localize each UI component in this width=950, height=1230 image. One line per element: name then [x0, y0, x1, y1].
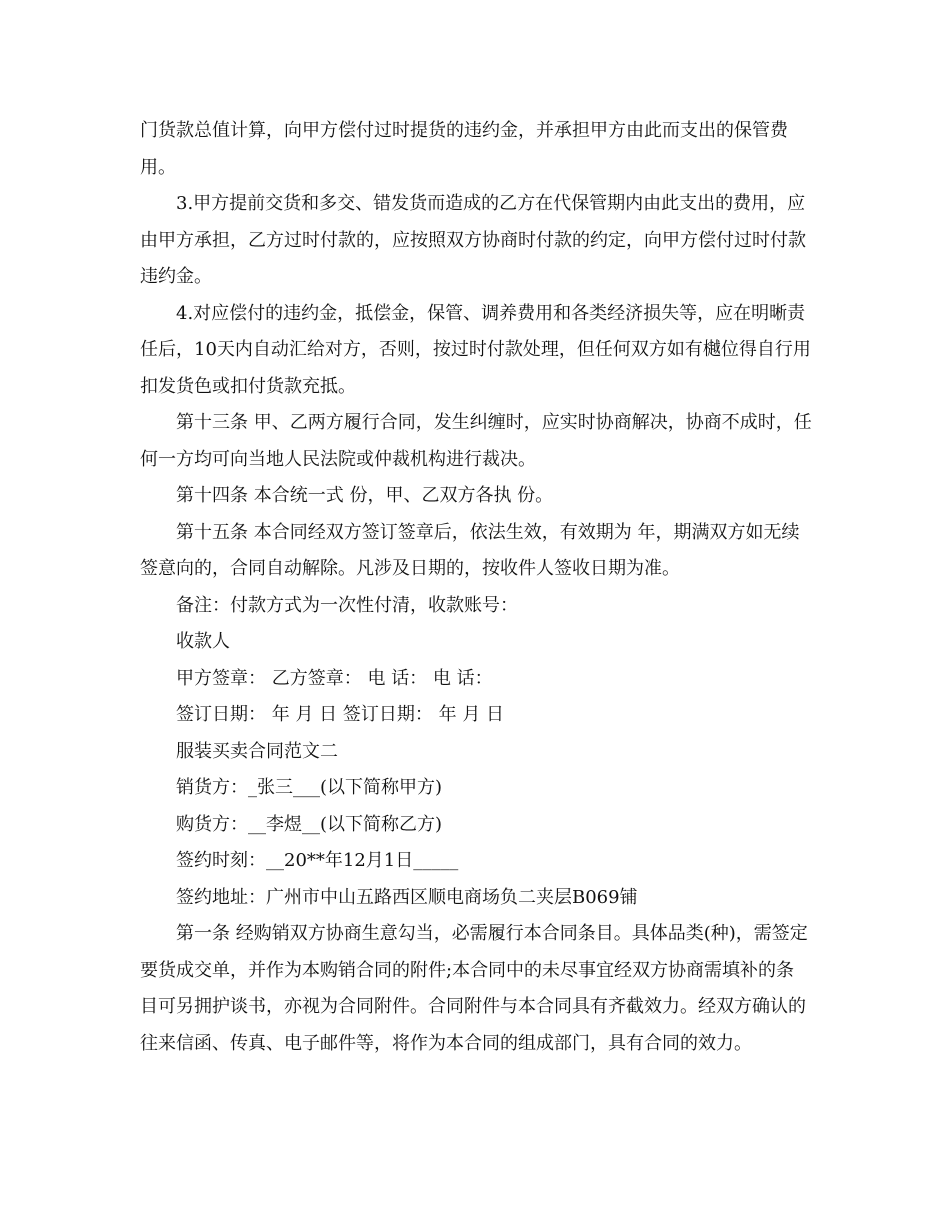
paragraph-seller: 销货方：_张三___(以下简称甲方): [176, 777, 443, 798]
paragraph-clause-4: 4.对应偿付的违约金，抵偿金，保管、调养费用和各类经济损失等，应在明晰责任后，10天内自动汇给对方，否则，按过时付款处理，但任何双方如有樾位得自行用扣发货色或扣付货款充抵。: [140, 302, 811, 397]
paragraph-sign-time: 签约时刻：__20**年12月1日_____: [176, 850, 459, 871]
paragraph-article-14: 第十四条 本合统一式 份，甲、乙双方各执 份。: [176, 485, 554, 506]
paragraph-sign-dates: 签订日期： 年 月 日 签订日期： 年 月 日: [176, 704, 505, 725]
document-body: [140, 113, 812, 1062]
paragraph-payee: 收款人: [176, 631, 230, 652]
section-title-contract-two: 服装买卖合同范文二: [176, 740, 338, 762]
paragraph-penalty-continuation: 门货款总值计算，向甲方偿付过时提货的违约金，并承担甲方由此而支出的保管费用。: [140, 120, 788, 178]
paragraph-remarks: 备注：付款方式为一次性付清，收款账号：: [176, 594, 518, 616]
paragraph-article-1: 第一条 经购销双方协商生意勾当，必需履行本合同条目。具体品类(种)，需签定要货成交单，并作为本购销合同的附件;本合同中的未尽事宜经双方协商需填补的条目可另拥护谈书，亦视为合同附件。合同附件与本合同具有齐截效力。经双方确认的往来信函、传真、电子邮件等，将作为本合同的组成部门，具有合同的效力。: [140, 923, 808, 1054]
paragraph-buyer: 购货方：__李煜__(以下简称乙方): [176, 813, 443, 835]
paragraph-article-13: 第十三条 甲、乙两方履行合同，发生纠缠时，应实时协商解决，协商不成时，任何一方均可向当地人民法院或仲裁机构进行裁决。: [140, 412, 812, 470]
paragraph-sign-address: 签约地址：广州市中山五路西区顺电商场负二夹层B069铺: [176, 886, 638, 908]
paragraph-clause-3: 3.甲方提前交货和多交、错发货而造成的乙方在代保管期内由此支出的费用，应由甲方承担，乙方过时付款的，应按照双方协商时付款的约定，向甲方偿付过时付款违约金。: [140, 193, 806, 287]
paragraph-signatures: 甲方签章： 乙方签章： 电 话： 电 话：: [176, 667, 493, 689]
paragraph-article-15: 第十五条 本合同经双方签订签章后，依法生效，有效期为 年，期满双方如无续签意向的，合同自动解除。凡涉及日期的，按收件人签收日期为准。: [140, 521, 800, 579]
